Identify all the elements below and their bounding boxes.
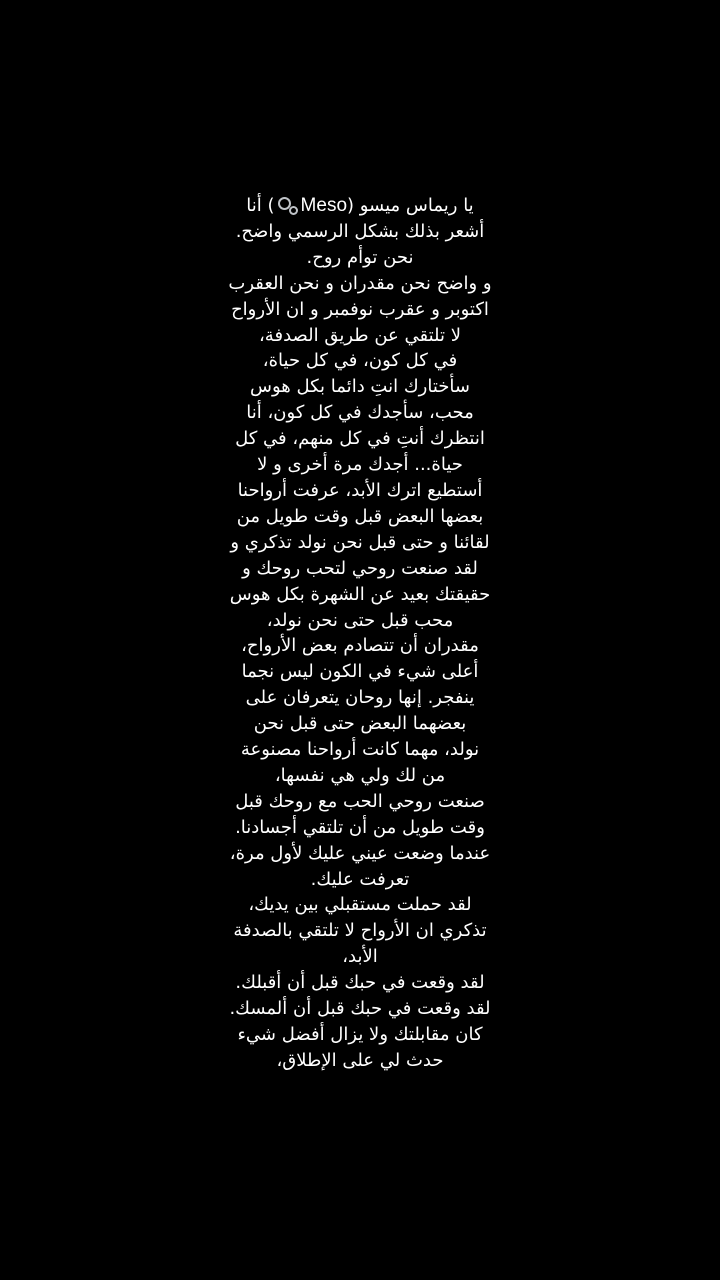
story-line: نولد، مهما كانت أرواحنا مصنوعة [240, 739, 480, 761]
story-line: و واضح نحن مقدران و نحن العقرب [228, 272, 492, 294]
story-line: أستطيع اترك الأبد، عرفت أرواحنا [237, 479, 483, 501]
story-line: في كل كون، في كل حياة، [262, 350, 458, 372]
story-line: تذكري ان الأرواح لا تلتقي بالصدفة [233, 920, 487, 942]
story-line-1 [200, 193, 520, 219]
greeting-text: يا ريماس ميسو ( [347, 195, 474, 216]
story-line: بعضهما البعض حتى قبل نحن [253, 713, 467, 735]
story-line: ينفجر. إنها روحان يتعرفان على [245, 687, 475, 709]
story-line: وقت طويل من أن تلتقي أجسادنا. [235, 816, 485, 838]
story-line: حياة... أجدك مرة أخرى و لا [257, 454, 463, 476]
story-line: مقدران أن تتصادم بعض الأرواح، [241, 635, 479, 657]
story-line: حدث لي على الإطلاق، [276, 1049, 444, 1071]
story-line: اكتوبر و عقرب نوفمبر و ان الأرواح [231, 298, 489, 320]
story-line: لقد صنعت روحي لتحب روحك و [242, 557, 478, 579]
story-line: الأبد، [342, 946, 378, 968]
story-line: محب، سأجدك في كل كون، أنا [246, 402, 474, 424]
story-line: نحن توأم روح. [306, 246, 414, 268]
story-line: من لك ولي هي نفسها، [274, 764, 446, 786]
story-line: أشعر بذلك بشكل الرسمي واضح. [235, 220, 485, 242]
story-line: بعضها البعض قبل وقت طويل من [236, 505, 484, 527]
story-line: كان مقابلتك ولا يزال أفضل شيء [237, 1024, 483, 1045]
story-line: لقد وقعت في حبك قبل أن ألمسك. [229, 998, 491, 1020]
story-line: سأختارك انتِ دائما بكل هوس [250, 376, 470, 398]
story-lines [200, 219, 520, 1074]
nickname-text: Meso [300, 195, 348, 216]
story-line: صنعت روحي الحب مع روحك قبل [235, 790, 485, 812]
story-line: عندما وضعت عيني عليك لأول مرة، [229, 842, 491, 864]
story-line: لقد حملت مستقبلي بين يديك، [248, 894, 472, 916]
story-line: لقد وقعت في حبك قبل أن أقبلك. [235, 972, 485, 994]
story-line: محب قبل حتى نحن نولد، [266, 609, 454, 631]
story-text [200, 193, 520, 1074]
story-line: أعلى شيء في الكون ليس نجما [241, 661, 479, 683]
greeting-tail-text: ) أنا [246, 195, 275, 216]
story-line: انتظرك أنتِ في كل منهم، في كل [235, 428, 485, 450]
story-line: تعرفت عليك. [310, 868, 410, 890]
story-line: لقائنا و حتى قبل نحن نولد تذكري و [230, 531, 490, 553]
story-line: لا تلتقي عن طريق الصدفة، [259, 324, 461, 346]
story-line: حقيقتك بعيد عن الشهرة بكل هوس [229, 583, 491, 605]
link-rings-icon [277, 196, 299, 216]
